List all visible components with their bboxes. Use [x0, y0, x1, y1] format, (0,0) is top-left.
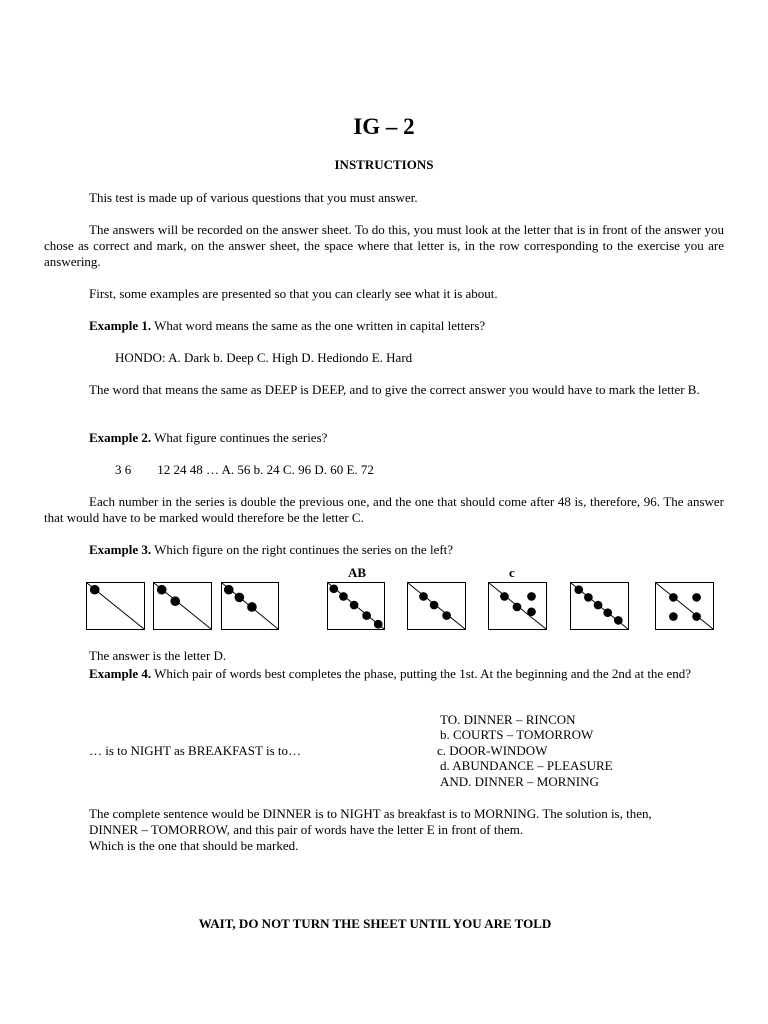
example-2-series-start: 3 6 — [115, 462, 132, 477]
example-1-options: HONDO: A. Dark b. Deep C. High D. Hediondo E. Hard — [115, 350, 413, 365]
figure-label-ab: AB — [348, 565, 367, 580]
example-2-series — [115, 462, 374, 478]
series-figure-1 — [86, 582, 145, 630]
final-warning: WAIT, DO NOT TURN THE SHEET UNTIL YOU ARE TOLD — [198, 916, 552, 931]
example-3-text: Which figure on the right continues the series on the left? — [151, 542, 454, 557]
example-2-text: What figure continues the series? — [151, 430, 328, 445]
answer-figure-d — [570, 582, 629, 630]
example-4-label: Example 4. — [89, 666, 152, 681]
instructions-heading: INSTRUCTIONS — [334, 157, 434, 172]
example-4-stem: … is to NIGHT as BREAKFAST is to… — [89, 743, 301, 758]
example-2-question — [89, 430, 327, 446]
example-4-option-a: TO. DINNER – RINCON — [440, 712, 576, 727]
example-4-question — [44, 666, 724, 682]
example-4-explanation-line-1: The complete sentence would be DINNER is to NIGHT as breakfast is to MORNING. The solution is, then, — [89, 806, 652, 821]
series-figure-3 — [221, 582, 279, 630]
example-2-explanation: Each number in the series is double the previous one, and the one that should come after 48 is, therefore, 96. The answer that would have to be marked would therefore be the letter C. — [44, 494, 724, 525]
example-3-answer: The answer is the letter D. — [89, 648, 227, 663]
answer-figure-c — [488, 582, 547, 630]
examples-intro-paragraph: First, some examples are presented so that you can clearly see what it is about. — [89, 286, 498, 301]
answers-paragraph: The answers will be recorded on the answer sheet. To do this, you must look at the letter that is in front of the answer you chose as correct and mark, on the answer sheet, the space where that letter is, in the row corresponding to the exercise you are answering. — [44, 222, 724, 269]
page-title: IG – 2 — [353, 114, 415, 139]
example-4-option-e: AND. DINNER – MORNING — [440, 774, 599, 789]
series-figure-2 — [153, 582, 212, 630]
example-2-series-rest: 12 24 48 … A. 56 b. 24 C. 96 D. 60 E. 72 — [157, 462, 374, 477]
example-4-explanation-line-2: DINNER – TOMORROW, and this pair of words have the letter E in front of them. — [89, 822, 524, 837]
intro-paragraph: This test is made up of various questions that you must answer. — [89, 190, 418, 205]
example-4-option-c: c. DOOR-WINDOW — [437, 743, 548, 758]
example-1-label: Example 1. — [89, 318, 152, 333]
answer-figure-b — [407, 582, 466, 630]
example-1-explanation: The word that means the same as DEEP is DEEP, and to give the correct answer you would have to mark the letter B. — [89, 382, 700, 397]
example-4-option-b: b. COURTS – TOMORROW — [440, 727, 594, 742]
example-3-question — [89, 542, 453, 558]
example-2-label: Example 2. — [89, 430, 152, 445]
example-4-explanation-line-3: Which is the one that should be marked. — [89, 838, 299, 853]
answer-figure-e — [655, 582, 714, 630]
example-4-text: Which pair of words best completes the phase, putting the 1st. At the beginning and the 2nd at the end? — [151, 666, 691, 681]
example-3-label: Example 3. — [89, 542, 152, 557]
figure-label-c: c — [509, 565, 515, 580]
example-1-text: What word means the same as the one written in capital letters? — [151, 318, 486, 333]
example-1-question — [89, 318, 485, 334]
answer-figure-a — [327, 582, 385, 630]
example-4-option-d: d. ABUNDANCE – PLEASURE — [440, 758, 613, 773]
